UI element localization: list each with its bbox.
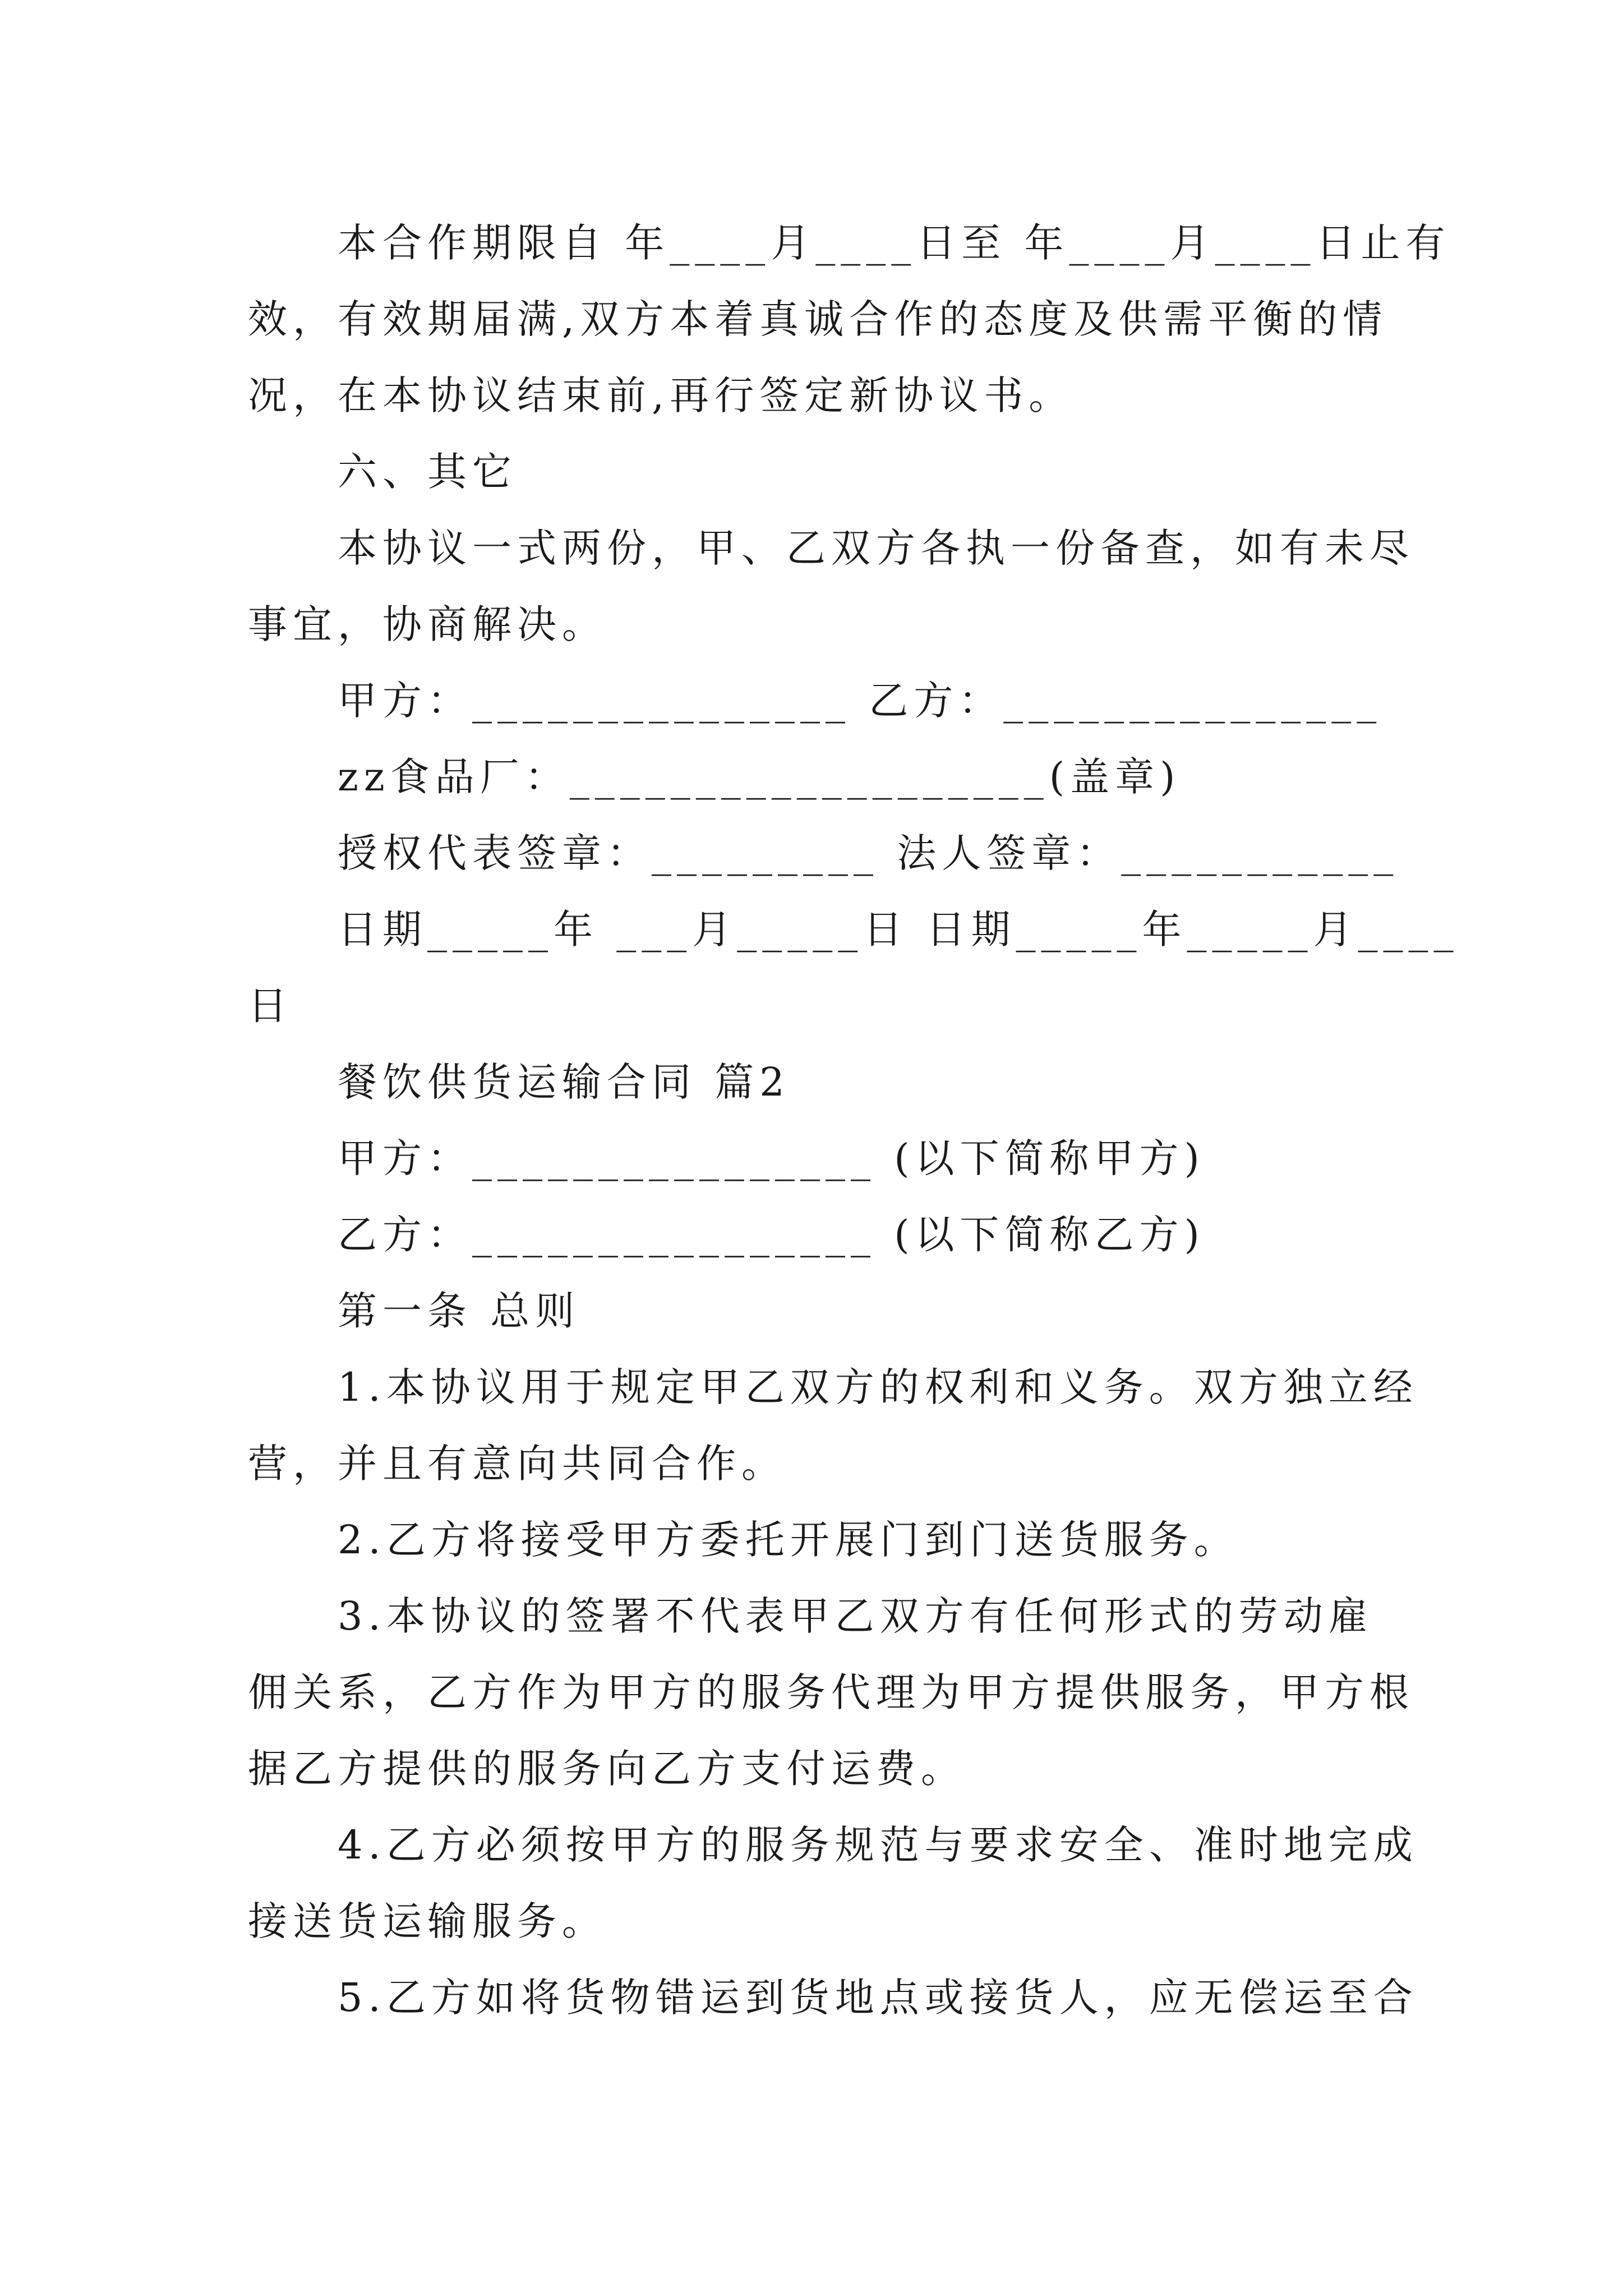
paragraph-line: 佣关系，乙方作为甲方的服务代理为甲方提供服务，甲方根 — [248, 1669, 1414, 1715]
signature-representative-line: 授权代表签章：_________ 法人签章：___________ — [338, 830, 1399, 876]
paragraph-line: 据乙方提供的服务向乙方支付运费。 — [248, 1746, 966, 1792]
contract-title: 餐饮供货运输合同 篇2 — [338, 1059, 790, 1105]
section-heading: 六、其它 — [338, 449, 517, 495]
article-heading: 第一条 总则 — [338, 1288, 580, 1334]
paragraph-line: 况，在本协议结束前,再行签定新协议书。 — [248, 372, 1074, 418]
paragraph-line: 3.本协议的签署不代表甲乙双方有任何形式的劳动雇 — [338, 1593, 1373, 1639]
paragraph-line: 接送货运输服务。 — [248, 1898, 607, 1944]
signature-date-line-continued: 日 — [248, 983, 293, 1029]
paragraph-line: 1.本协议用于规定甲乙双方的权利和义务。双方独立经 — [338, 1364, 1418, 1410]
paragraph-line: 效，有效期届满,双方本着真诚合作的态度及供需平衡的情 — [248, 296, 1388, 342]
paragraph-line: 2.乙方将接受甲方委托开展门到门送货服务。 — [338, 1517, 1239, 1563]
signature-company-line: zz食品厂：___________________(盖章) — [338, 754, 1181, 800]
paragraph-line: 4.乙方必须按甲方的服务规范与要求安全、准时地完成 — [338, 1822, 1418, 1868]
paragraph-line: 本合作期限自 年____月____日至 年____月____日止有 — [338, 220, 1451, 266]
party-a-line: 甲方：________________ (以下简称甲方) — [338, 1135, 1205, 1181]
party-b-line: 乙方：________________ (以下简称乙方) — [338, 1212, 1205, 1258]
paragraph-line: 事宜，协商解决。 — [248, 601, 607, 647]
signature-date-line: 日期_____年 ___月_____日 日期_____年_____月____ — [338, 907, 1459, 953]
paragraph-line: 5.乙方如将货物错运到货地点或接货人，应无偿运至合 — [338, 1975, 1418, 2021]
signature-party-line: 甲方：_______________ 乙方：_______________ — [338, 678, 1382, 724]
paragraph-line: 营，并且有意向共同合作。 — [248, 1441, 786, 1487]
paragraph-line: 本协议一式两份，甲、乙双方各执一份备查，如有未尽 — [338, 525, 1414, 571]
